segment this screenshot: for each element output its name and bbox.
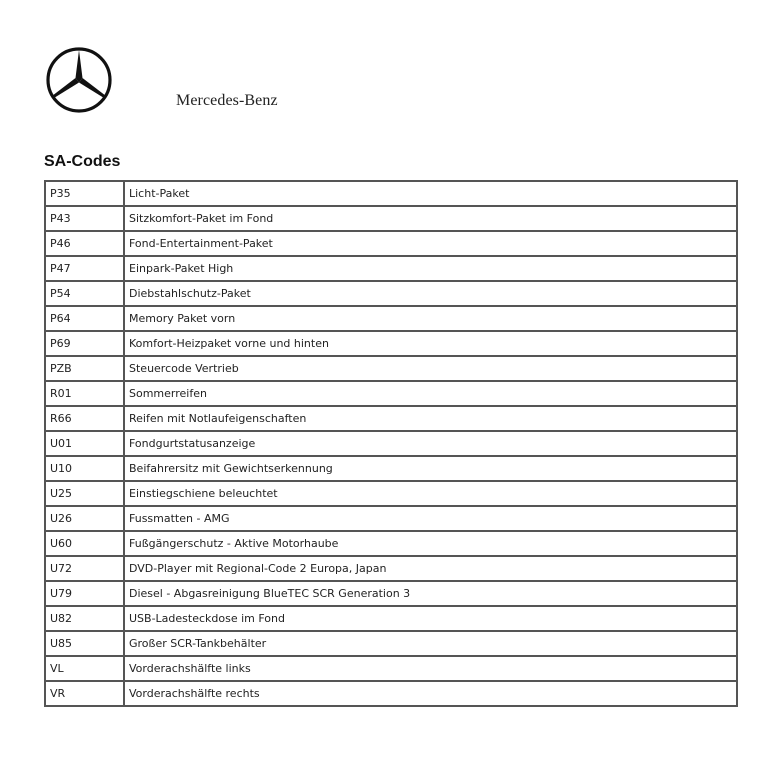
sa-code-cell: U60 bbox=[45, 531, 124, 556]
description-cell: Großer SCR-Tankbehälter bbox=[124, 631, 737, 656]
description-cell: Vorderachshälfte rechts bbox=[124, 681, 737, 706]
mercedes-star-logo-icon bbox=[45, 46, 113, 114]
description-cell: Reifen mit Notlaufeigenschaften bbox=[124, 406, 737, 431]
sa-code-cell: U85 bbox=[45, 631, 124, 656]
sa-code-cell: P47 bbox=[45, 256, 124, 281]
table-row bbox=[45, 331, 737, 356]
table-row bbox=[45, 581, 737, 606]
sa-code-cell: U26 bbox=[45, 506, 124, 531]
table-row bbox=[45, 656, 737, 681]
description-cell: Fond-Entertainment-Paket bbox=[124, 231, 737, 256]
table-row bbox=[45, 356, 737, 381]
sa-code-cell: P46 bbox=[45, 231, 124, 256]
table-row bbox=[45, 206, 737, 231]
sa-code-cell: P69 bbox=[45, 331, 124, 356]
description-cell: Memory Paket vorn bbox=[124, 306, 737, 331]
description-cell: Diesel - Abgasreinigung BlueTEC SCR Generation 3 bbox=[124, 581, 737, 606]
description-cell: Fussmatten - AMG bbox=[124, 506, 737, 531]
description-cell: USB-Ladesteckdose im Fond bbox=[124, 606, 737, 631]
table-row bbox=[45, 406, 737, 431]
table-row bbox=[45, 481, 737, 506]
table-row bbox=[45, 181, 737, 206]
table-row bbox=[45, 506, 737, 531]
sa-code-cell: U01 bbox=[45, 431, 124, 456]
description-cell: Vorderachshälfte links bbox=[124, 656, 737, 681]
description-cell: Beifahrersitz mit Gewichtserkennung bbox=[124, 456, 737, 481]
table-row bbox=[45, 231, 737, 256]
sa-code-cell: VL bbox=[45, 656, 124, 681]
sa-code-cell: P64 bbox=[45, 306, 124, 331]
description-cell: Sitzkomfort-Paket im Fond bbox=[124, 206, 737, 231]
description-cell: Diebstahlschutz-Paket bbox=[124, 281, 737, 306]
description-cell: Komfort-Heizpaket vorne und hinten bbox=[124, 331, 737, 356]
description-cell: Fondgurtstatusanzeige bbox=[124, 431, 737, 456]
sa-code-cell: P43 bbox=[45, 206, 124, 231]
table-row bbox=[45, 306, 737, 331]
sa-code-cell: U10 bbox=[45, 456, 124, 481]
description-cell: Einpark-Paket High bbox=[124, 256, 737, 281]
sa-code-cell: U79 bbox=[45, 581, 124, 606]
table-row bbox=[45, 431, 737, 456]
description-cell: Fußgängerschutz - Aktive Motorhaube bbox=[124, 531, 737, 556]
section-title: SA-Codes bbox=[44, 153, 121, 170]
sa-code-cell: U25 bbox=[45, 481, 124, 506]
table-row bbox=[45, 631, 737, 656]
sa-code-cell: U82 bbox=[45, 606, 124, 631]
sa-code-cell: R01 bbox=[45, 381, 124, 406]
table-row bbox=[45, 681, 737, 706]
brand-name: Mercedes-Benz bbox=[176, 92, 278, 109]
table-row bbox=[45, 256, 737, 281]
sa-code-cell: P54 bbox=[45, 281, 124, 306]
sa-code-cell: R66 bbox=[45, 406, 124, 431]
table-row bbox=[45, 556, 737, 581]
table-row bbox=[45, 381, 737, 406]
description-cell: Einstiegschiene beleuchtet bbox=[124, 481, 737, 506]
table-row bbox=[45, 456, 737, 481]
sa-codes-table bbox=[44, 180, 738, 707]
table-row bbox=[45, 531, 737, 556]
description-cell: Steuercode Vertrieb bbox=[124, 356, 737, 381]
table-row bbox=[45, 281, 737, 306]
sa-code-cell: U72 bbox=[45, 556, 124, 581]
table-row bbox=[45, 606, 737, 631]
description-cell: Licht-Paket bbox=[124, 181, 737, 206]
sa-code-cell: PZB bbox=[45, 356, 124, 381]
sa-code-cell: VR bbox=[45, 681, 124, 706]
description-cell: Sommerreifen bbox=[124, 381, 737, 406]
description-cell: DVD-Player mit Regional-Code 2 Europa, Japan bbox=[124, 556, 737, 581]
sa-code-cell: P35 bbox=[45, 181, 124, 206]
